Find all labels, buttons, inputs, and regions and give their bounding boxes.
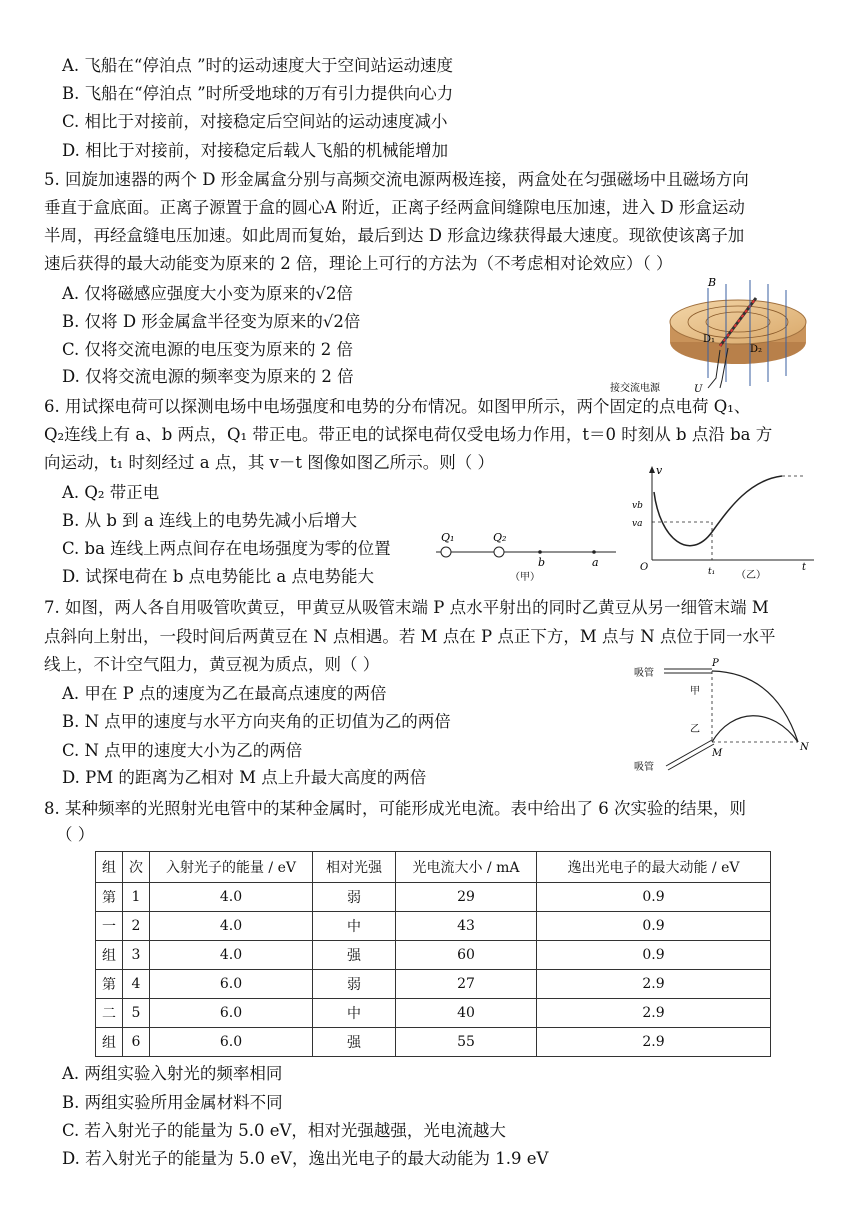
cell: 29 xyxy=(396,883,537,912)
charge-q2 xyxy=(494,547,504,557)
vt-graph xyxy=(630,462,820,580)
q5-option-c: C. 仅将交流电源的电压变为原来的 2 倍 xyxy=(62,340,354,359)
q7-stem-line: 点斜向上射出，一段时间后两黄豆在 N 点相遇。若 M 点在 P 点正下方，M 点与 N 点位于同一水平 xyxy=(44,627,776,646)
results-table xyxy=(95,851,771,1057)
label-N: N xyxy=(800,742,809,753)
table-row xyxy=(96,999,771,1028)
label-U: U xyxy=(694,384,703,395)
label-v: v xyxy=(656,464,663,477)
label-t: t xyxy=(802,562,807,573)
label-q1: Q₁ xyxy=(441,531,455,544)
group-char: 一 xyxy=(96,912,123,941)
label-D2: D₂ xyxy=(750,344,763,355)
label-q2: Q₂ xyxy=(493,531,507,544)
label-origin: O xyxy=(640,562,649,573)
table-row xyxy=(96,970,771,999)
field-label-B: B xyxy=(708,276,717,289)
q7-option-d: D. PM 的距离为乙相对 M 点上升最大高度的两倍 xyxy=(62,768,427,787)
cell: 弱 xyxy=(313,970,396,999)
header-intensity: 相对光强 xyxy=(313,852,396,883)
cell: 6 xyxy=(123,1028,150,1057)
label-a: a xyxy=(592,556,599,569)
q7-stem-line: 7. 如图，两人各自用吸管吹黄豆，甲黄豆从吸管末端 P 点水平射出的同时乙黄豆从另一细管末端 M xyxy=(44,598,769,617)
cell: 0.9 xyxy=(537,941,771,970)
header-current: 光电流大小 / mA xyxy=(396,852,537,883)
straw-bottom-label: 吸管 xyxy=(634,762,654,772)
table-header-row xyxy=(96,852,771,883)
label-D1: D₁ xyxy=(703,334,716,345)
label-jia: 甲 xyxy=(690,686,700,697)
ac-source-label: 接交流电源 xyxy=(610,383,660,394)
cell: 0.9 xyxy=(537,912,771,941)
q5-option-a: A. 仅将磁感应强度大小变为原来的√2倍 xyxy=(62,284,353,303)
point-b xyxy=(538,550,542,554)
cell: 60 xyxy=(396,941,537,970)
cell: 6.0 xyxy=(150,999,313,1028)
cell: 43 xyxy=(396,912,537,941)
cell: 55 xyxy=(396,1028,537,1057)
straw-bottom xyxy=(666,740,712,766)
q6-option-a: A. Q₂ 带正电 xyxy=(62,483,160,502)
table-row xyxy=(96,941,771,970)
q5-stem-line: 速后获得的最大动能变为原来的 2 倍，理论上可行的方法为（不考虑相对论效应）（ ） xyxy=(44,254,673,273)
cell: 弱 xyxy=(313,883,396,912)
charge-q1 xyxy=(441,547,451,557)
header-max-ke: 逸出光电子的最大动能 / eV xyxy=(537,852,771,883)
label-t1: t₁ xyxy=(708,567,716,577)
cell: 2 xyxy=(123,912,150,941)
group-char: 第 xyxy=(96,883,123,912)
q6-stem-line: Q₂连线上有 a、b 两点，Q₁ 带正电。带正电的试探电荷仅受电场力作用，t＝0 时刻从 b 点沿 ba 方 xyxy=(44,425,773,444)
label-M: M xyxy=(712,748,723,759)
cell: 4.0 xyxy=(150,912,313,941)
trajectory-yi xyxy=(712,716,798,742)
header-group: 组 xyxy=(96,852,123,883)
cell: 6.0 xyxy=(150,970,313,999)
group-char: 二 xyxy=(96,999,123,1028)
vt-curve xyxy=(654,476,782,546)
cell: 中 xyxy=(313,912,396,941)
label-b: b xyxy=(538,556,546,569)
straw-top-label: 吸管 xyxy=(634,668,654,679)
cell: 40 xyxy=(396,999,537,1028)
q7-stem-line: 线上，不计空气阻力，黄豆视为质点，则（ ） xyxy=(44,655,380,674)
cell: 6.0 xyxy=(150,1028,313,1057)
cell: 中 xyxy=(313,999,396,1028)
cell: 4 xyxy=(123,970,150,999)
charges-figure xyxy=(432,528,620,584)
q6-stem-line: 6. 用试探电荷可以探测电场中电场强度和电势的分布情况。如图甲所示，两个固定的点电荷 Q₁、 xyxy=(44,397,751,416)
point-a xyxy=(592,550,596,554)
table-row xyxy=(96,912,771,941)
label-P: P xyxy=(712,658,719,669)
caption-yi: （乙） xyxy=(736,570,766,580)
q4-option-b: B. 飞船在“停泊点 ”时所受地球的万有引力提供向心力 xyxy=(62,84,454,103)
label-vb: vb xyxy=(632,501,643,511)
caption-jia: （甲） xyxy=(510,572,540,583)
cell: 0.9 xyxy=(537,883,771,912)
header-energy: 入射光子的能量 / eV xyxy=(150,852,313,883)
q5-stem-line: 半周，再经盒缝电压加速。如此周而复始，最后到达 D 形盒边缘获得最大速度。现欲使该离子加 xyxy=(44,226,745,245)
q6-option-b: B. 从 b 到 a 连线上的电势先减小后增大 xyxy=(62,511,357,530)
cell: 1 xyxy=(123,883,150,912)
cell: 2.9 xyxy=(537,970,771,999)
q5-option-b: B. 仅将 D 形金属盒半径变为原来的√2倍 xyxy=(62,312,361,331)
q6-stem-line: 向运动，t₁ 时刻经过 a 点，其 v－t 图像如图乙所示。则（ ） xyxy=(44,453,495,472)
cell: 强 xyxy=(313,1028,396,1057)
cell: 2.9 xyxy=(537,999,771,1028)
q7-option-b: B. N 点甲的速度与水平方向夹角的正切值为乙的两倍 xyxy=(62,712,451,731)
q4-option-c: C. 相比于对接前，对接稳定后空间站的运动速度减小 xyxy=(62,112,448,131)
label-va: va xyxy=(632,519,643,529)
cell: 27 xyxy=(396,970,537,999)
q4-option-d: D. 相比于对接前，对接稳定后载人飞船的机械能增加 xyxy=(62,141,449,160)
label-yi: 乙 xyxy=(690,724,700,735)
q8-option-b: B. 两组实验所用金属材料不同 xyxy=(62,1093,283,1112)
cell: 4.0 xyxy=(150,883,313,912)
cell: 3 xyxy=(123,941,150,970)
q7-option-c: C. N 点甲的速度大小为乙的两倍 xyxy=(62,741,303,760)
cell: 2.9 xyxy=(537,1028,771,1057)
cell: 5 xyxy=(123,999,150,1028)
straw-figure xyxy=(632,654,822,772)
group-char: 组 xyxy=(96,1028,123,1057)
cyclotron-figure xyxy=(608,270,828,398)
group-char: 第 xyxy=(96,970,123,999)
q8-stem-line: （ ） xyxy=(56,825,95,844)
q6-option-d: D. 试探电荷在 b 点电势能比 a 点电势能大 xyxy=(62,567,375,586)
q5-stem-line: 5. 回旋加速器的两个 D 形金属盒分别与高频交流电源两极连接，两盒处在匀强磁场中且磁场方向 xyxy=(44,170,749,189)
q5-option-d: D. 仅将交流电源的频率变为原来的 2 倍 xyxy=(62,367,354,386)
q6-option-c: C. ba 连线上两点间存在电场强度为零的位置 xyxy=(62,539,391,558)
q8-stem-line: 8. 某种频率的光照射光电管中的某种金属时，可能形成光电流。表中给出了 6 次实验的结果，则 xyxy=(44,799,746,818)
cell: 强 xyxy=(313,941,396,970)
q8-option-d: D. 若入射光子的能量为 5.0 eV，逸出光电子的最大动能为 1.9 eV xyxy=(62,1149,549,1168)
q7-option-a: A. 甲在 P 点的速度为乙在最高点速度的两倍 xyxy=(62,684,387,703)
table-row xyxy=(96,1028,771,1057)
q5-stem-line: 垂直于盒底面。正离子源置于盒的圆心A 附近，正离子经两盒间缝隙电压加速，进入 D 形盒运动 xyxy=(44,198,745,217)
trajectory-jia xyxy=(712,671,798,742)
q8-option-c: C. 若入射光子的能量为 5.0 eV，相对光强越强，光电流越大 xyxy=(62,1121,506,1140)
cell: 4.0 xyxy=(150,941,313,970)
header-trial: 次 xyxy=(123,852,150,883)
table-row xyxy=(96,883,771,912)
q8-option-a: A. 两组实验入射光的频率相同 xyxy=(62,1064,283,1083)
group-char: 组 xyxy=(96,941,123,970)
q4-option-a: A. 飞船在“停泊点 ”时的运动速度大于空间站运动速度 xyxy=(62,56,454,75)
